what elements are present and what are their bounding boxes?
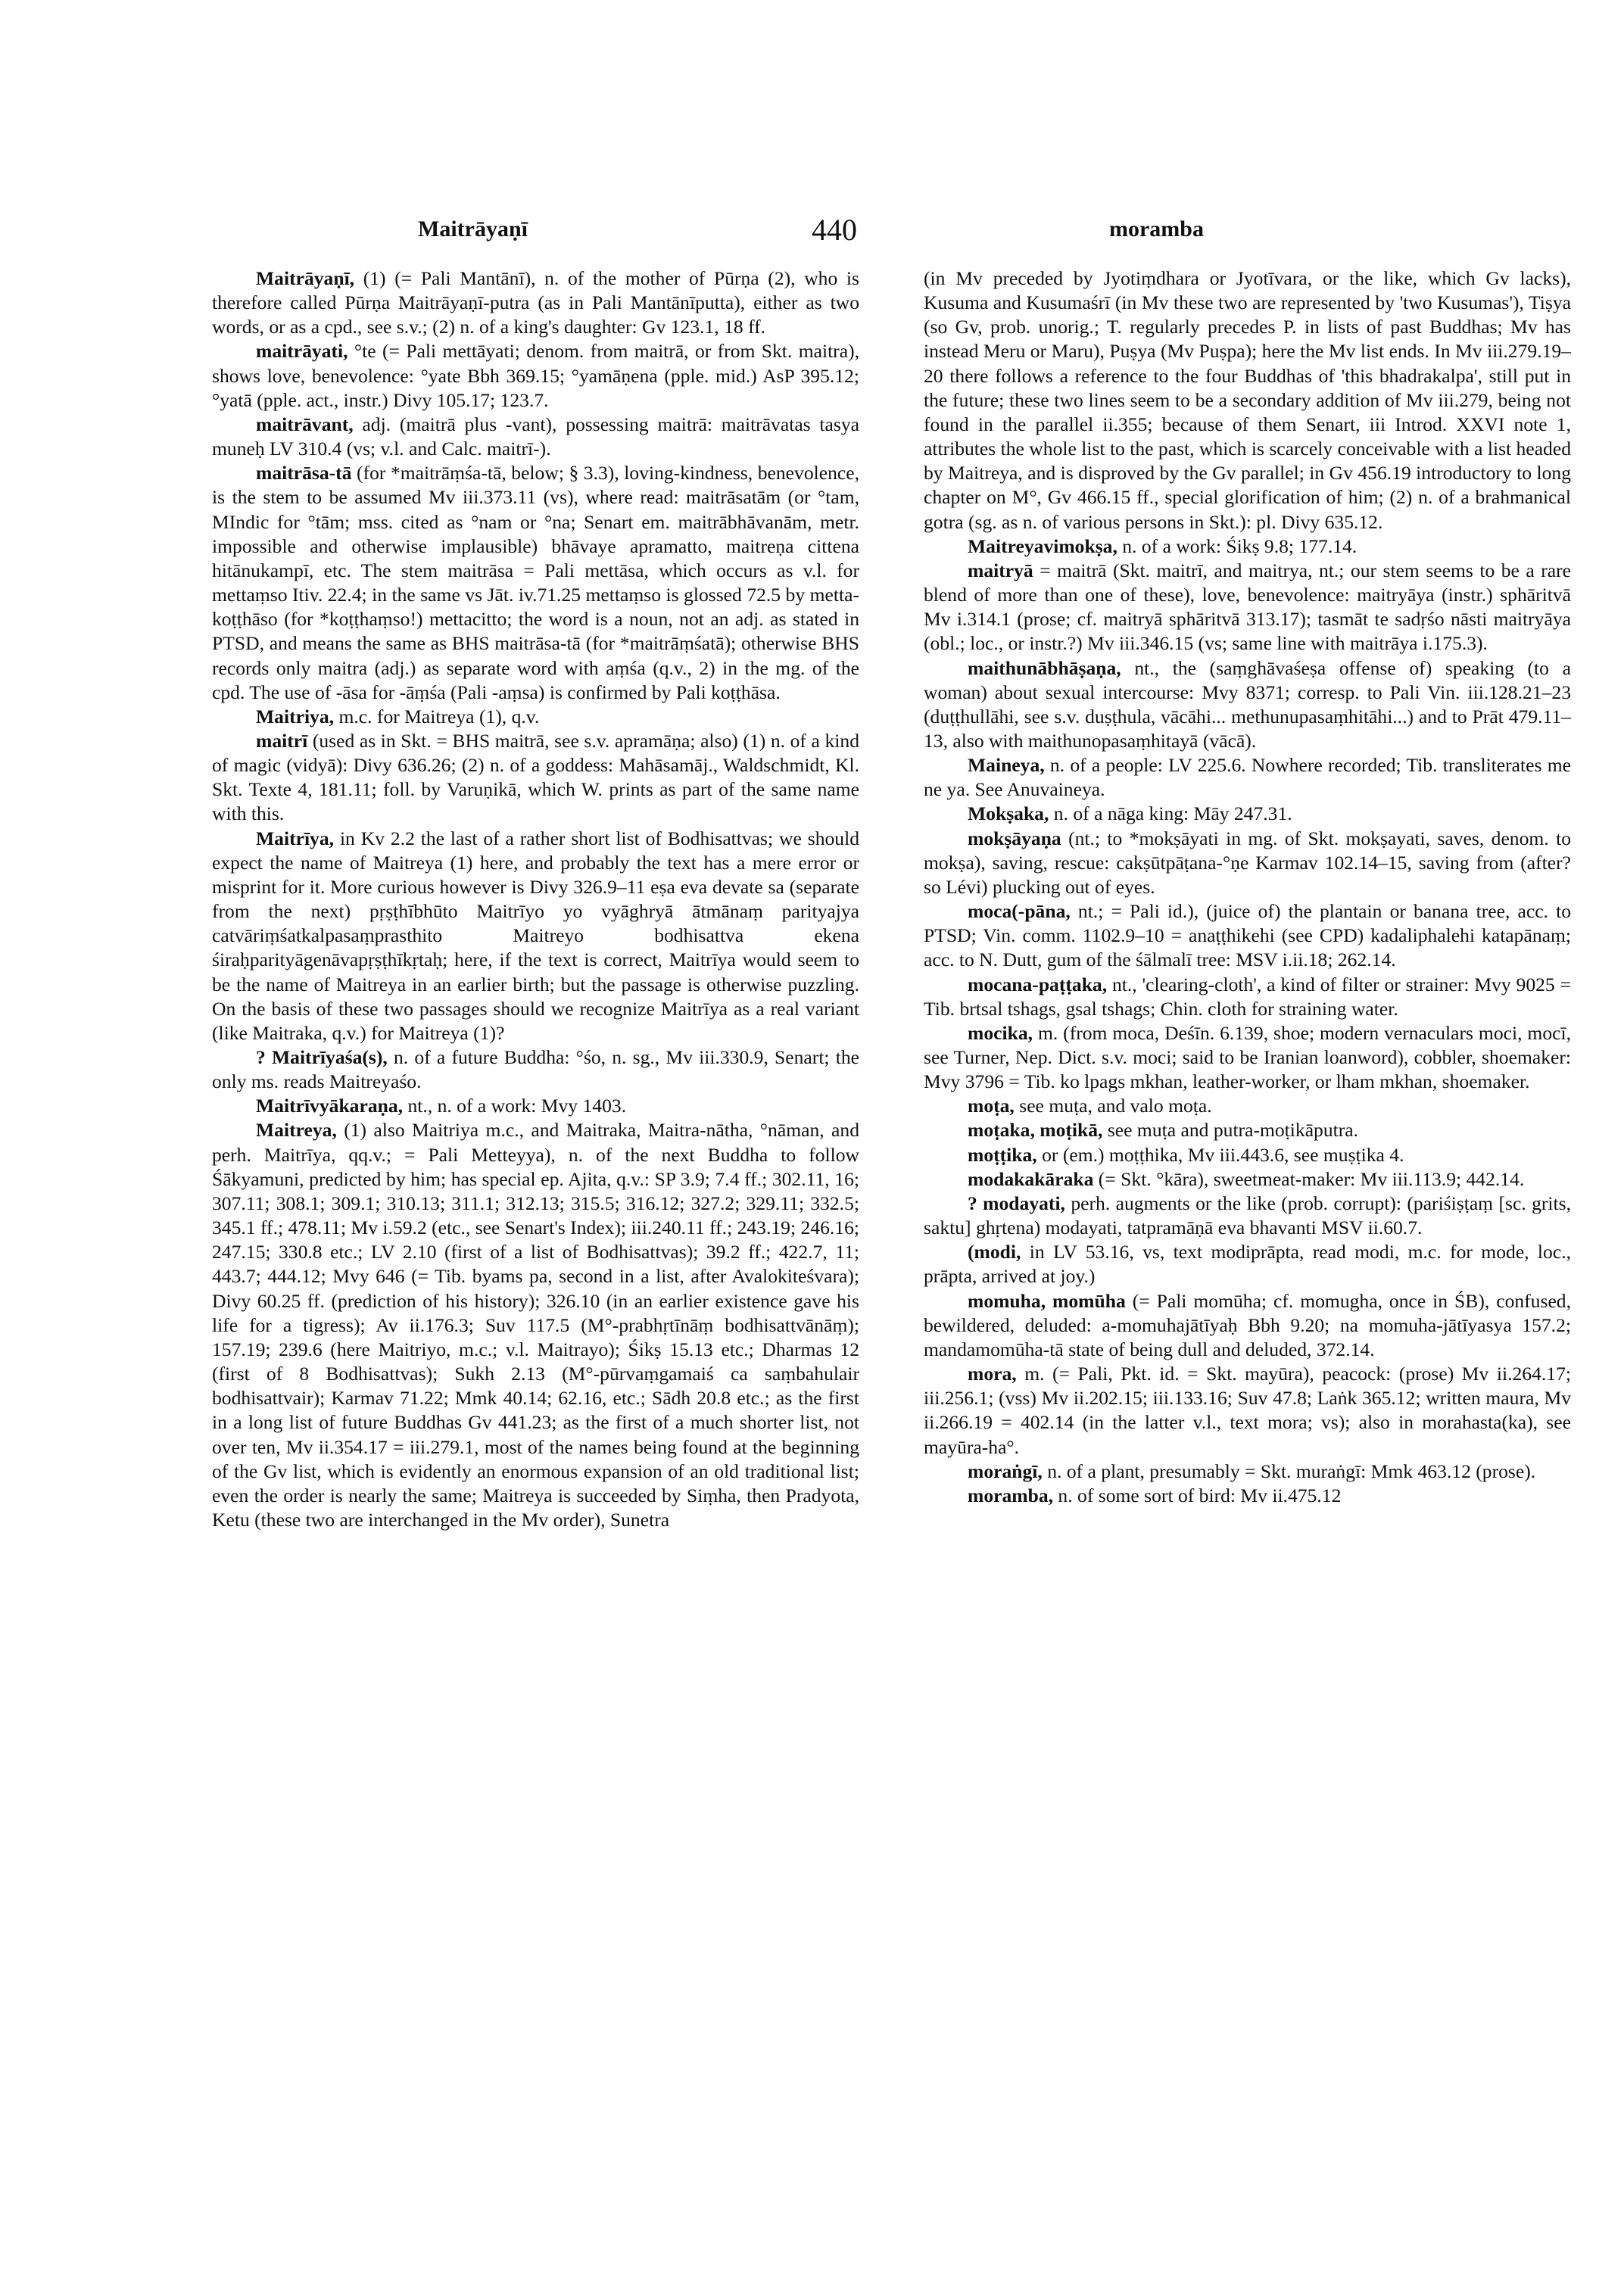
entry-text: m. (= Pali, Pkt. id. = Skt. mayūra), peacock: (prose) Mv ii.264.17; iii.256.1; (vss) Mv ii.202.15; iii.133.16; Suv 47.8; Laṅk 365.12; written maura, Mv ii.266.19 = 402.14 (in the latter v.l., text mora; vs); also in morahasta(ka), see mayūra-ha°. [924, 1363, 1571, 1458]
entry-headword: mocika, [968, 1021, 1033, 1044]
entry-headword: moṭa, [968, 1095, 1015, 1117]
entry-text: (1) (= Pali Mantānī), n. of the mother of Pūrṇa (2), who is therefore called Pūrṇa Maitrāyaṇī-putra (as in Pali Mantānīputta), either as two words, or as a cpd., see s.v.; (2) n. of a king's daughter: Gv 123.1, 18 ff. [212, 267, 859, 338]
dictionary-entry [212, 1118, 859, 1532]
entry-headword: moramba, [968, 1484, 1054, 1506]
page-header [0, 212, 1624, 250]
entry-headword: moca(-pāna, [968, 900, 1071, 923]
entry-text: (1) also Maitriya m.c., and Maitraka, Maitra-nātha, °nāman, and perh. Maitrīya, qq.v.; = Pali Metteyya), n. of the next Buddha to follow Śākyamuni, predicted by him; has special ep. Ajita, q.v.: SP 3.9; 7.4 ff.; 302.11, 16; 307.11; 308.1; 309.1; 310.13; 311.1; 312.13; 315.5; 316.12; 327.2; 329.11; 332.5; 345.1 ff.; 478.11; Mv i.59.2 (etc., see Senart's Index); iii.240.11 ff.; 243.19; 246.16; 247.15; 330.8 etc.; LV 2.10 (first of a list of Bodhisattvas); 39.2 ff.; 422.7, 11; 443.7; 444.12; Mvy 646 (= Tib. byams pa, second in a list, after Avalokiteśvara); Divy 60.25 ff. (prediction of his history); 326.10 (in an earlier existence gave his life for a tigress); Av ii.176.3; Suv 117.5 (M°-prabhṛtīnāṃ bodhisattvānāṃ); 157.19; 239.6 (here Maitriyo, m.c.; v.l. Maitrayo); Śikṣ 15.13 etc.; Dharmas 12 (first of 8 Bodhisattvas); Sukh 2.13 (M°-pūrvaṃgamaiś ca saṃbahulair bodhisattvair); Karmav 71.22; Mmk 40.14; 62.16, etc.; Sādh 20.8 etc.; as the first in a long list of future Buddhas Gv 441.23; as the first of a much shorter list, not over ten, Mv ii.354.17 = iii.279.1, most of the names being found at the beginning of the Gv list, which is evidently an enormous expansion of an old traditional list; even the order is nearly the same; Maitreya is succeeded by Siṃha, then Pradyota, Ketu (these two are interchanged in the Mv order), Sunetra [212, 1119, 859, 1531]
entry-headword: modakakāraka [968, 1167, 1094, 1190]
entry-text: (in Mv preceded by Jyotiṃdhara or Jyotīvara, or the like, which Gv lacks), Kusuma and Kusumaśrī (in Mv these two are represented by 'two Kusumas'), Tiṣya (so Gv, prob. unorig.; T. regularly precedes P. in lists of past Buddhas; Mv has instead Meru or Maru), Puṣya (Mv Puṣpa); here the Mv list ends. In Mv iii.279.19–20 there follows a reference to the four Buddhas of 'this bhadrakalpa', still put in the future; these two lines seem to be a secondary addition of Mv iii.279, being not found in the parallel ii.355; because of them Senart, iii Introd. XXVI note 1, attributes the whole list to the past, which is scarcely conceivable with a list headed by Maitreya, and is disproved by the Gv parallel; in Gv 456.19 introductory to long chapter on M°, Gv 466.15 ff., special glorification of him; (2) n. of a brahmanical gotra (sg. as n. of various persons in Skt.): pl. Divy 635.12. [924, 267, 1572, 533]
dictionary-entry [924, 1094, 1571, 1118]
dictionary-entry [924, 1143, 1571, 1167]
dictionary-entry [924, 559, 1571, 656]
entry-text: in LV 53.16, vs, text modiprāpta, read modi, m.c. for mode, loc., prāpta, arrived at joy.) [924, 1241, 1571, 1288]
right-column [924, 266, 1571, 1508]
dictionary-entry [924, 802, 1571, 826]
entry-headword: Maitrāyaṇī, [256, 267, 355, 289]
entry-text: nt.; = Pali id.), (juice of) the plantain or banana tree, acc. to PTSD; Vin. comm. 1102.9–10 = anaṭṭhikehi (see CPD) kadaliphalehi katapānaṃ; acc. to N. Dutt, gum of the śālmalī tree: MSV i.ii.18; 262.14. [924, 900, 1571, 971]
right-guide-word: moramba [1109, 217, 1204, 241]
dictionary-entry [924, 1484, 1571, 1508]
entry-text: nt., 'clearing-cloth', a kind of filter or strainer: Mvy 9025 = Tib. brtsal tshags, gsal tshags; Chin. cloth for straining water. [924, 973, 1571, 1020]
entry-text: °te (= Pali mettāyati; denom. from maitrā, or from Skt. maitra), shows love, benevolence: °yate Bbh 369.15; °yamāṇena (pple. mid.) AsP 395.12; °yatā (pple. act., instr.) Divy 105.17; 123.7. [212, 340, 859, 411]
entry-headword: moraṅgī, [968, 1460, 1043, 1482]
entry-text: m.c. for Maitreya (1), q.v. [334, 705, 540, 727]
entry-text: n. of a plant, presumably = Skt. muraṅgī: Mmk 463.12 (prose). [1042, 1460, 1536, 1482]
entry-headword: moṭaka, moṭikā, [968, 1119, 1103, 1142]
entry-text: = maitrā (Skt. maitrī, and maitrya, nt.; our stem seems to be a rare blend of more than one of these), love, benevolence: maitryāya (instr.) sphāritvā Mv i.314.1 (prose; cf. maitryā sphāritvā 313.17); tasmāt te sadṛśo nāsti maitryāya (obl.; loc., or instr.?) Mv iii.346.15 (vs; same line with maitrāya i.175.3). [924, 559, 1571, 655]
dictionary-entry [212, 266, 859, 339]
left-column [212, 266, 859, 1532]
dictionary-entry [212, 1094, 859, 1118]
dictionary-entry [924, 973, 1571, 1021]
entry-text: n. of a people: LV 225.6. Nowhere recorded; Tib. transliterates me ne ya. See Anuvaineya. [924, 754, 1571, 801]
entry-headword: maitrāvant, [256, 413, 354, 435]
entry-text: adj. (maitrā plus -vant), possessing maitrā: maitrāvatas tasya muneḥ LV 310.4 (vs; v.l. and Calc. maitrī-). [212, 413, 859, 460]
dictionary-entry [924, 1192, 1571, 1240]
entry-headword: ? Maitrīyaśa(s), [256, 1046, 388, 1068]
dictionary-entry [924, 753, 1571, 802]
entry-headword: maitryā [968, 559, 1033, 581]
entry-text: (for *maitrāṃśa-tā, below; § 3.3), loving-kindness, benevolence, is the stem to be assumed Mv iii.373.11 (vs), where read: maitrāsatām (or °tam, MIndic for °tām; mss. cited as °nam or °na; Senart em. maitrābhāvanām, metr. impossible and otherwise implausible) bhāvaye apramatto, maitreṇa cittena hitānukampī, etc. The stem maitrāsa = Pali mettāsa, which occurs as v.l. for mettaṃso Itiv. 22.4; in the same vs Jāt. iv.71.25 mettaṃso is glossed 72.5 by metta-koṭṭhāso (for *koṭṭhaṃso!) mettacitto; the word is a noun, not an adj. as stated in PTSD, and means the same as BHS maitrāsa-tā (for *maitrāṃśatā); otherwise BHS records only maitra (adj.) as separate word with aṃśa (q.v., 2) in the mg. of the cpd. The use of -āsa for -āṃśa (Pali -aṃsa) is confirmed by Pali koṭṭhāsa. [212, 462, 859, 703]
entry-text: n. of some sort of bird: Mv ii.475.12 [1053, 1484, 1342, 1506]
entry-text: see muṭa, and valo moṭa. [1014, 1095, 1212, 1117]
entry-headword: maithunābhāṣaṇa, [968, 656, 1121, 679]
entry-text: n. of a nāga king: Māy 247.31. [1049, 802, 1292, 825]
entry-text: in Kv 2.2 the last of a rather short list of Bodhisattvas; we should expect the name of Maitreya (1) here, and probably the text has a mere error or misprint for it. More curious however is Divy 326.9–11 eṣa eva devate sa (separate from the next) pṛṣṭhībhūto Maitrīyo yo vyāghryā ātmānaṃ parityajya catvāriṃśatkalpasaṃprasthito Maitreyo bodhisattva ekena śiraḥparityāgenāvapṛṣṭhīkṛtaḥ; here, if the text is correct, Maitrīya would seem to be the name of Maitreya in an earlier birth; but the passage is otherwise puzzling. On the basis of these two passages should we recognize Maitrīya as a real variant (like Maitraka, q.v.) for Maitreya (1)? [212, 827, 859, 1044]
dictionary-entry [924, 534, 1571, 559]
dictionary-entry [924, 1362, 1571, 1460]
entry-headword: Maitriya, [256, 705, 335, 727]
entry-text: nt., n. of a work: Mvy 1403. [403, 1095, 627, 1117]
entry-text: m. (from moca, Deśīn. 6.139, shoe; modern vernaculars moci, mocī, see Turner, Nep. Dict. s.v. moci; said to be Iranian loanword), cobbler, shoemaker: Mvy 3796 = Tib. ko lpags mkhan, leather-worker, or lham mkhan, shoemaker. [924, 1021, 1571, 1093]
entry-headword: mocana-paṭṭaka, [968, 973, 1108, 995]
dictionary-entry [924, 827, 1571, 899]
entry-headword: maitrī [256, 729, 308, 752]
dictionary-entry [924, 1460, 1571, 1484]
dictionary-entry [924, 266, 1571, 534]
dictionary-entry [924, 899, 1571, 972]
entry-text: or (em.) moṭṭhika, Mv iii.443.6, see muṣṭika 4. [1036, 1143, 1404, 1166]
entry-text: see muṭa and putra-moṭikāputra. [1102, 1119, 1359, 1142]
dictionary-entry [924, 1289, 1571, 1362]
entry-headword: Maitreyavimokṣa, [968, 534, 1117, 557]
entry-headword: Maitreya, [256, 1119, 337, 1142]
entry-text: (= Skt. °kāra), sweetmeat-maker: Mv iii.113.9; 442.14. [1093, 1167, 1525, 1190]
dictionary-entry [212, 339, 859, 412]
dictionary-entry [212, 461, 859, 705]
dictionary-entry [924, 1167, 1571, 1192]
dictionary-entry [924, 1240, 1571, 1288]
dictionary-entry [212, 827, 859, 1045]
entry-headword: moṭṭika, [968, 1143, 1037, 1166]
entry-headword: Maitrīvyākaraṇa, [256, 1095, 404, 1117]
entry-headword: mora, [968, 1363, 1017, 1385]
dictionary-entry [924, 1021, 1571, 1094]
entry-headword: maitrāsa-tā [256, 462, 352, 484]
entry-text: perh. augments or the like (prob. corrupt): (pariśiṣṭaṃ [sc. grits, saktu] ghṛtena) modayati, tatpramāṇā eva bhavanti MSV ii.60.7. [924, 1192, 1572, 1239]
entry-headword: momuha, momūha [968, 1289, 1126, 1312]
left-guide-word: Maitrāyaṇī [418, 217, 528, 241]
dictionary-entry [924, 656, 1571, 754]
entry-headword: mokṣāyaṇa [968, 827, 1061, 849]
entry-text: (used as in Skt. = BHS maitrā, see s.v. apramāṇa; also) (1) n. of a kind of magic (vidyā): Divy 636.26; (2) n. of a goddess: Mahāsamāj., Waldschmidt, Kl. Skt. Texte 4, 181.11; foll. by Varuṇikā, which W. prints as part of the same name with this. [212, 729, 859, 825]
entry-text: nt., the (saṃghāvaśeṣa offense of) speaking (to a woman) about sexual intercourse: Mvy 8371; corresp. to Pali Vin. iii.128.21–23 (duṭṭhullāhi, see s.v. duṣṭhula, vācāhi... methunupasaṃhitāhi...) and to Prāt 479.11–13, also with maithunopasaṃhitayā (vācā). [924, 656, 1571, 752]
page-number: 440 [812, 213, 857, 247]
dictionary-entry [212, 705, 859, 729]
dictionary-entry [212, 729, 859, 827]
entry-headword: ? modayati, [968, 1192, 1065, 1214]
entry-text: n. of a future Buddha: °śo, n. sg., Mv iii.330.9, Senart; the only ms. reads Maitreyaśo. [212, 1046, 859, 1093]
entry-headword: Maitrīya, [256, 827, 335, 849]
dictionary-entry [212, 413, 859, 461]
entry-headword: (modi, [968, 1241, 1021, 1263]
entry-headword: Maineya, [968, 754, 1045, 777]
entry-headword: maitrāyati, [256, 340, 348, 363]
dictionary-entry [212, 1045, 859, 1094]
entry-text: (= Pali momūha; cf. momugha, once in ŚB), confused, bewildered, deluded: a-momuhajātīyaḥ Bbh 9.20; na momuha-jātīyasya 157.2; mandamomūha-tā state of being dull and deluded, 372.14. [924, 1289, 1571, 1360]
entry-headword: Mokṣaka, [968, 802, 1049, 825]
entry-text: n. of a work: Śikṣ 9.8; 177.14. [1117, 534, 1357, 557]
entry-text: (nt.; to *mokṣāyati in mg. of Skt. mokṣayati, saves, denom. to mokṣa), saving, rescue: cakṣūtpāṭana-°ṇe Karmav 102.14–15, saving from (after? so Lévi) plucking out of eyes. [924, 827, 1571, 898]
dictionary-entry [924, 1118, 1571, 1142]
